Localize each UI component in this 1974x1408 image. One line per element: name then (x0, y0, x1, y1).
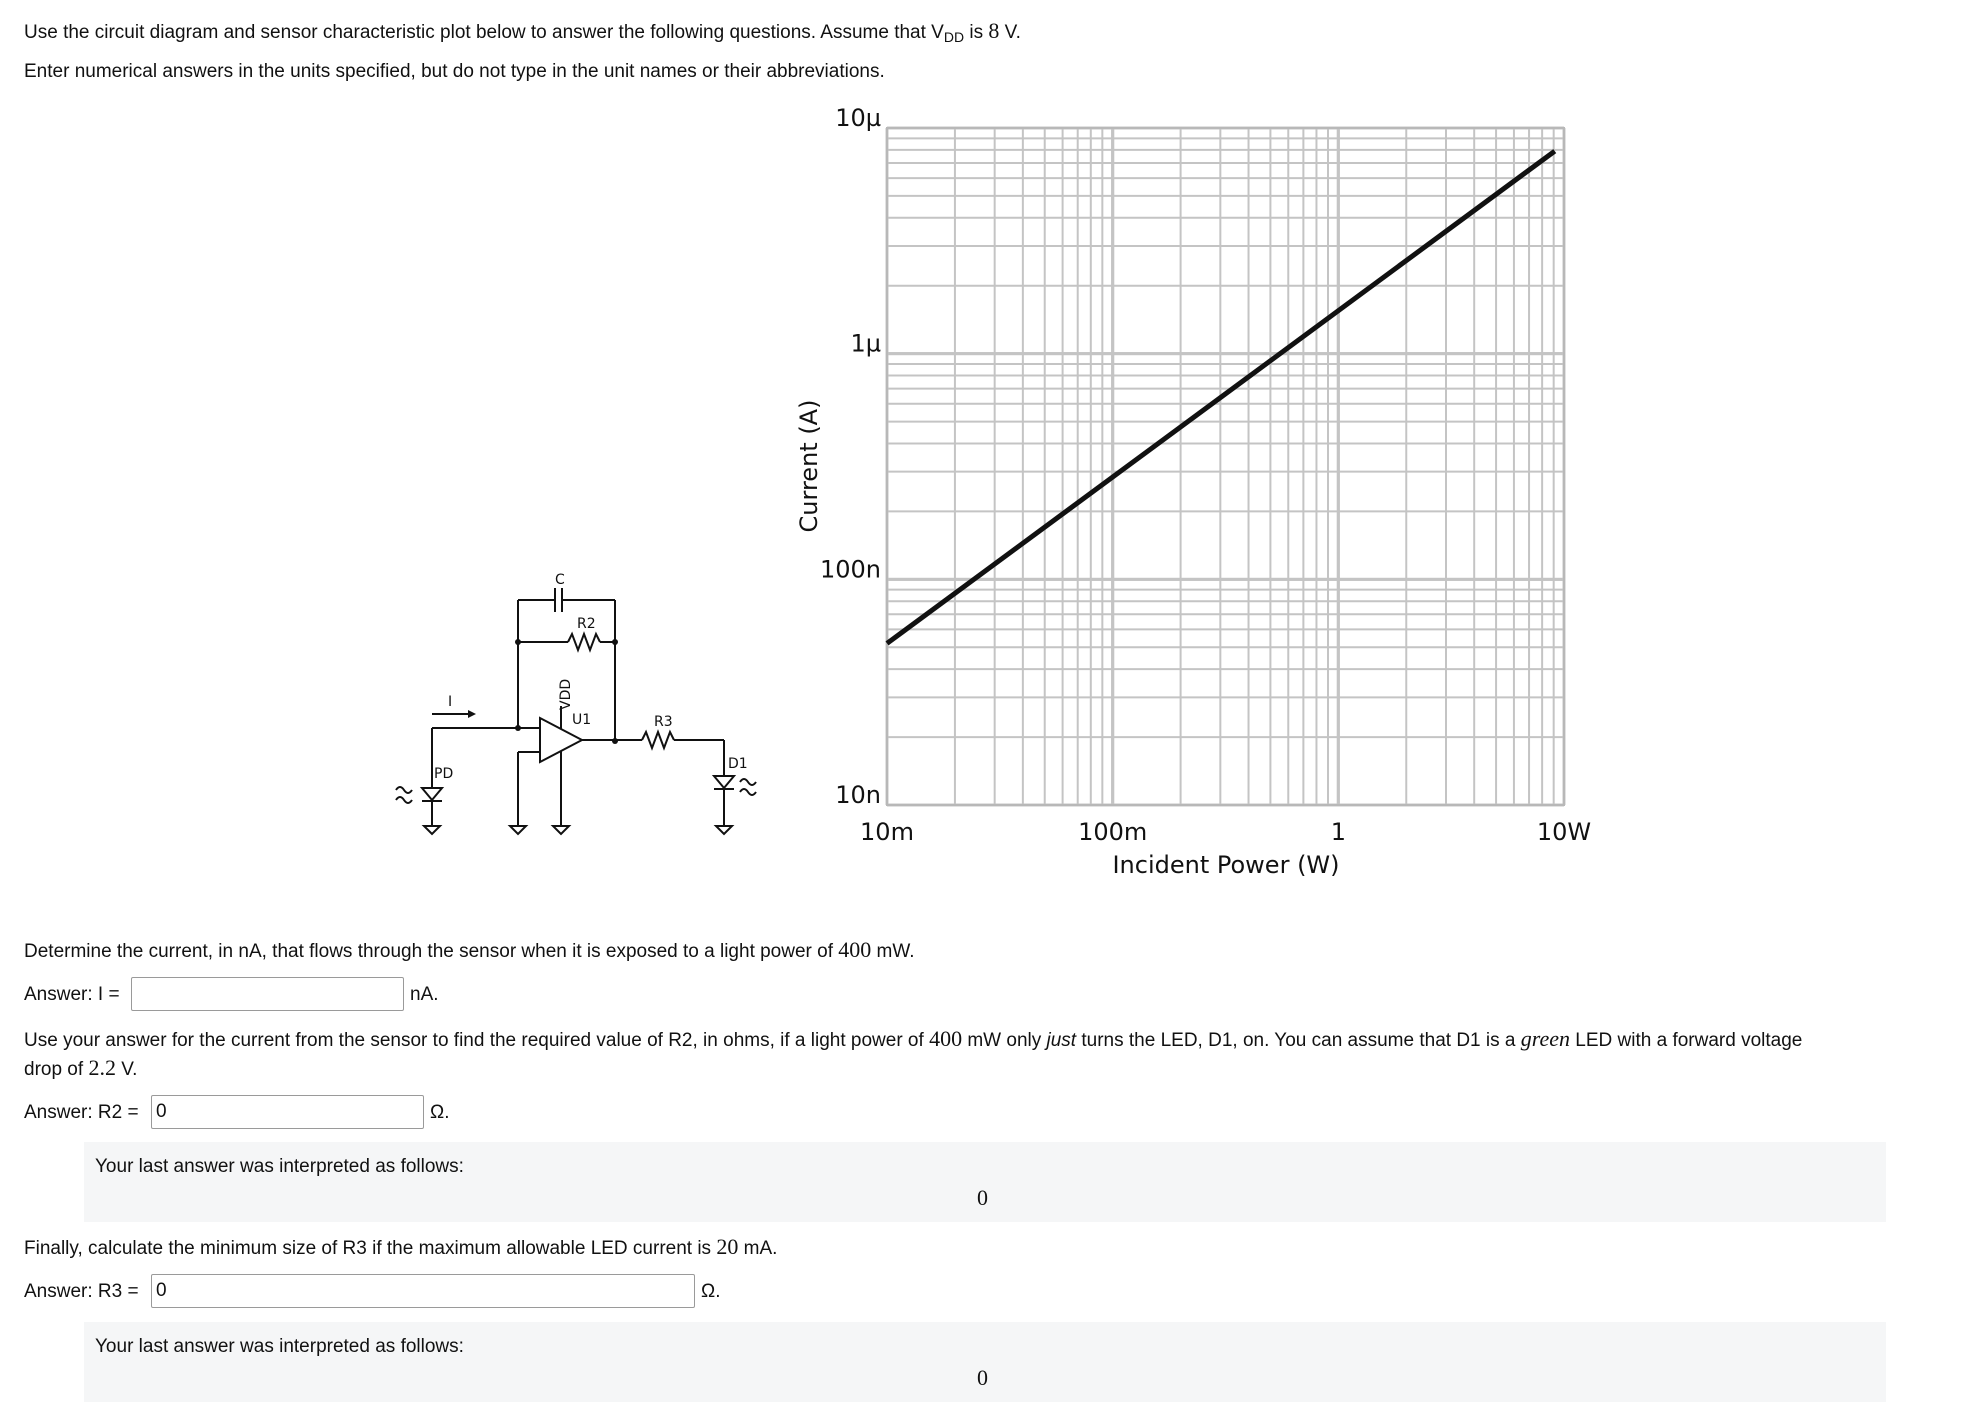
d1-label: D1 (728, 756, 748, 772)
q1-unit: nA. (410, 984, 439, 1005)
r3-feedback-box (84, 1322, 1886, 1402)
light-in-arrow-icon (396, 787, 412, 793)
r2-feedback-value: 0 (977, 1185, 988, 1210)
y-axis-label: Current (A) (795, 399, 823, 533)
led-d1-symbol (714, 776, 734, 788)
q2-text: mW only (962, 1030, 1047, 1051)
q2-drop-value: 2.2 (88, 1055, 116, 1080)
led-ground-icon (716, 826, 732, 834)
junction-dot (612, 738, 618, 744)
q2-unit: Ω. (430, 1102, 450, 1123)
x-tick-label: 100m (1078, 818, 1148, 846)
current-label: I (448, 694, 453, 710)
vdd-label: VDD (558, 678, 574, 710)
light-in-arrow-icon (396, 797, 412, 803)
ground-icon (510, 826, 526, 834)
y-tick-label: 10µ (835, 104, 881, 132)
q2-text: drop of (24, 1059, 89, 1080)
q1-answer-label: Answer: I = (24, 984, 120, 1005)
intro-text: Use the circuit diagram and sensor characteristic plot below to answer the following questions. Assume that V (24, 22, 944, 43)
q3-prompt (24, 1235, 777, 1261)
q2-text: LED with a forward voltage (1570, 1030, 1803, 1051)
x-tick-label: 10m (860, 818, 914, 846)
junction-dot (612, 639, 618, 645)
current-arrowhead-icon (468, 710, 476, 718)
x-tick-labels (860, 818, 1591, 846)
q2-text: V. (115, 1059, 138, 1080)
r2-answer-input[interactable] (151, 1095, 424, 1129)
light-out-arrow-icon (740, 779, 756, 785)
r3-feedback-value: 0 (977, 1365, 988, 1390)
y-tick-labels (820, 104, 881, 809)
r2-feedback-label: Your last answer was interpreted as follows: (95, 1156, 464, 1177)
q2-emphasis: just (1046, 1030, 1077, 1051)
q2-prompt-line-2 (24, 1056, 137, 1082)
q1-text: Determine the current, in nA, that flows through the sensor when it is exposed to a light power of (24, 941, 839, 962)
vdd-subscript: DD (943, 29, 965, 45)
r3-answer-input[interactable] (151, 1274, 695, 1308)
q1-text: mW. (871, 941, 915, 962)
q1-power-value: 400 (838, 937, 872, 962)
vdd-value: 8 (988, 18, 1000, 43)
intro-line-2: Enter numerical answers in the units specified, but do not type in the unit names or their abbreviations. (24, 61, 885, 82)
q3-current-value: 20 (716, 1234, 739, 1259)
q2-prompt-line-1 (24, 1027, 1802, 1053)
sensor-characteristic-plot (780, 90, 1640, 890)
q1-prompt (24, 938, 915, 964)
r3-feedback-label: Your last answer was interpreted as follows: (95, 1336, 464, 1357)
intro-line-1 (24, 19, 1021, 49)
q2-answer-label: Answer: R2 = (24, 1102, 139, 1123)
intro-text: V. (999, 22, 1021, 43)
y-tick-label: 10n (835, 781, 881, 809)
q3-unit: Ω. (701, 1281, 721, 1302)
q3-text: Finally, calculate the minimum size of R3 if the maximum allowable LED current is (24, 1238, 717, 1259)
q2-power-value: 400 (929, 1026, 963, 1051)
junction-dot (515, 639, 521, 645)
r2-label: R2 (577, 616, 596, 632)
y-tick-label: 100n (819, 555, 881, 584)
x-tick-label: 1 (1330, 818, 1346, 846)
junction-dot (515, 725, 521, 731)
q3-answer-label: Answer: R3 = (24, 1281, 139, 1302)
r3-resistor-symbol (642, 732, 674, 748)
light-out-arrow-icon (740, 789, 756, 795)
plot-frame (887, 128, 1564, 805)
intro-text: is (964, 22, 989, 43)
r2-feedback-box (84, 1142, 1886, 1222)
r3-label: R3 (654, 714, 673, 730)
q3-text: mA. (738, 1238, 778, 1259)
ground-icon (553, 826, 569, 834)
cap-label: C (555, 572, 565, 588)
y-tick-label: 1µ (850, 329, 881, 358)
x-axis-label: Incident Power (W) (1112, 851, 1340, 879)
pd-label: PD (434, 766, 454, 782)
q2-text: Use your answer for the current from the sensor to find the required value of R2, in ohms, if a light power of (24, 1030, 930, 1051)
u1-label: U1 (572, 712, 592, 728)
plot-grid (887, 128, 1564, 805)
q2-green-word: green (1520, 1026, 1571, 1051)
circuit-diagram (380, 560, 780, 860)
r2-resistor-symbol (568, 634, 600, 650)
q2-text: turns the LED, D1, on. You can assume that D1 is a (1076, 1030, 1521, 1051)
x-tick-label: 10W (1536, 818, 1592, 846)
photodiode-symbol (422, 788, 442, 800)
current-answer-input[interactable] (131, 977, 404, 1011)
pd-ground-icon (424, 826, 440, 834)
